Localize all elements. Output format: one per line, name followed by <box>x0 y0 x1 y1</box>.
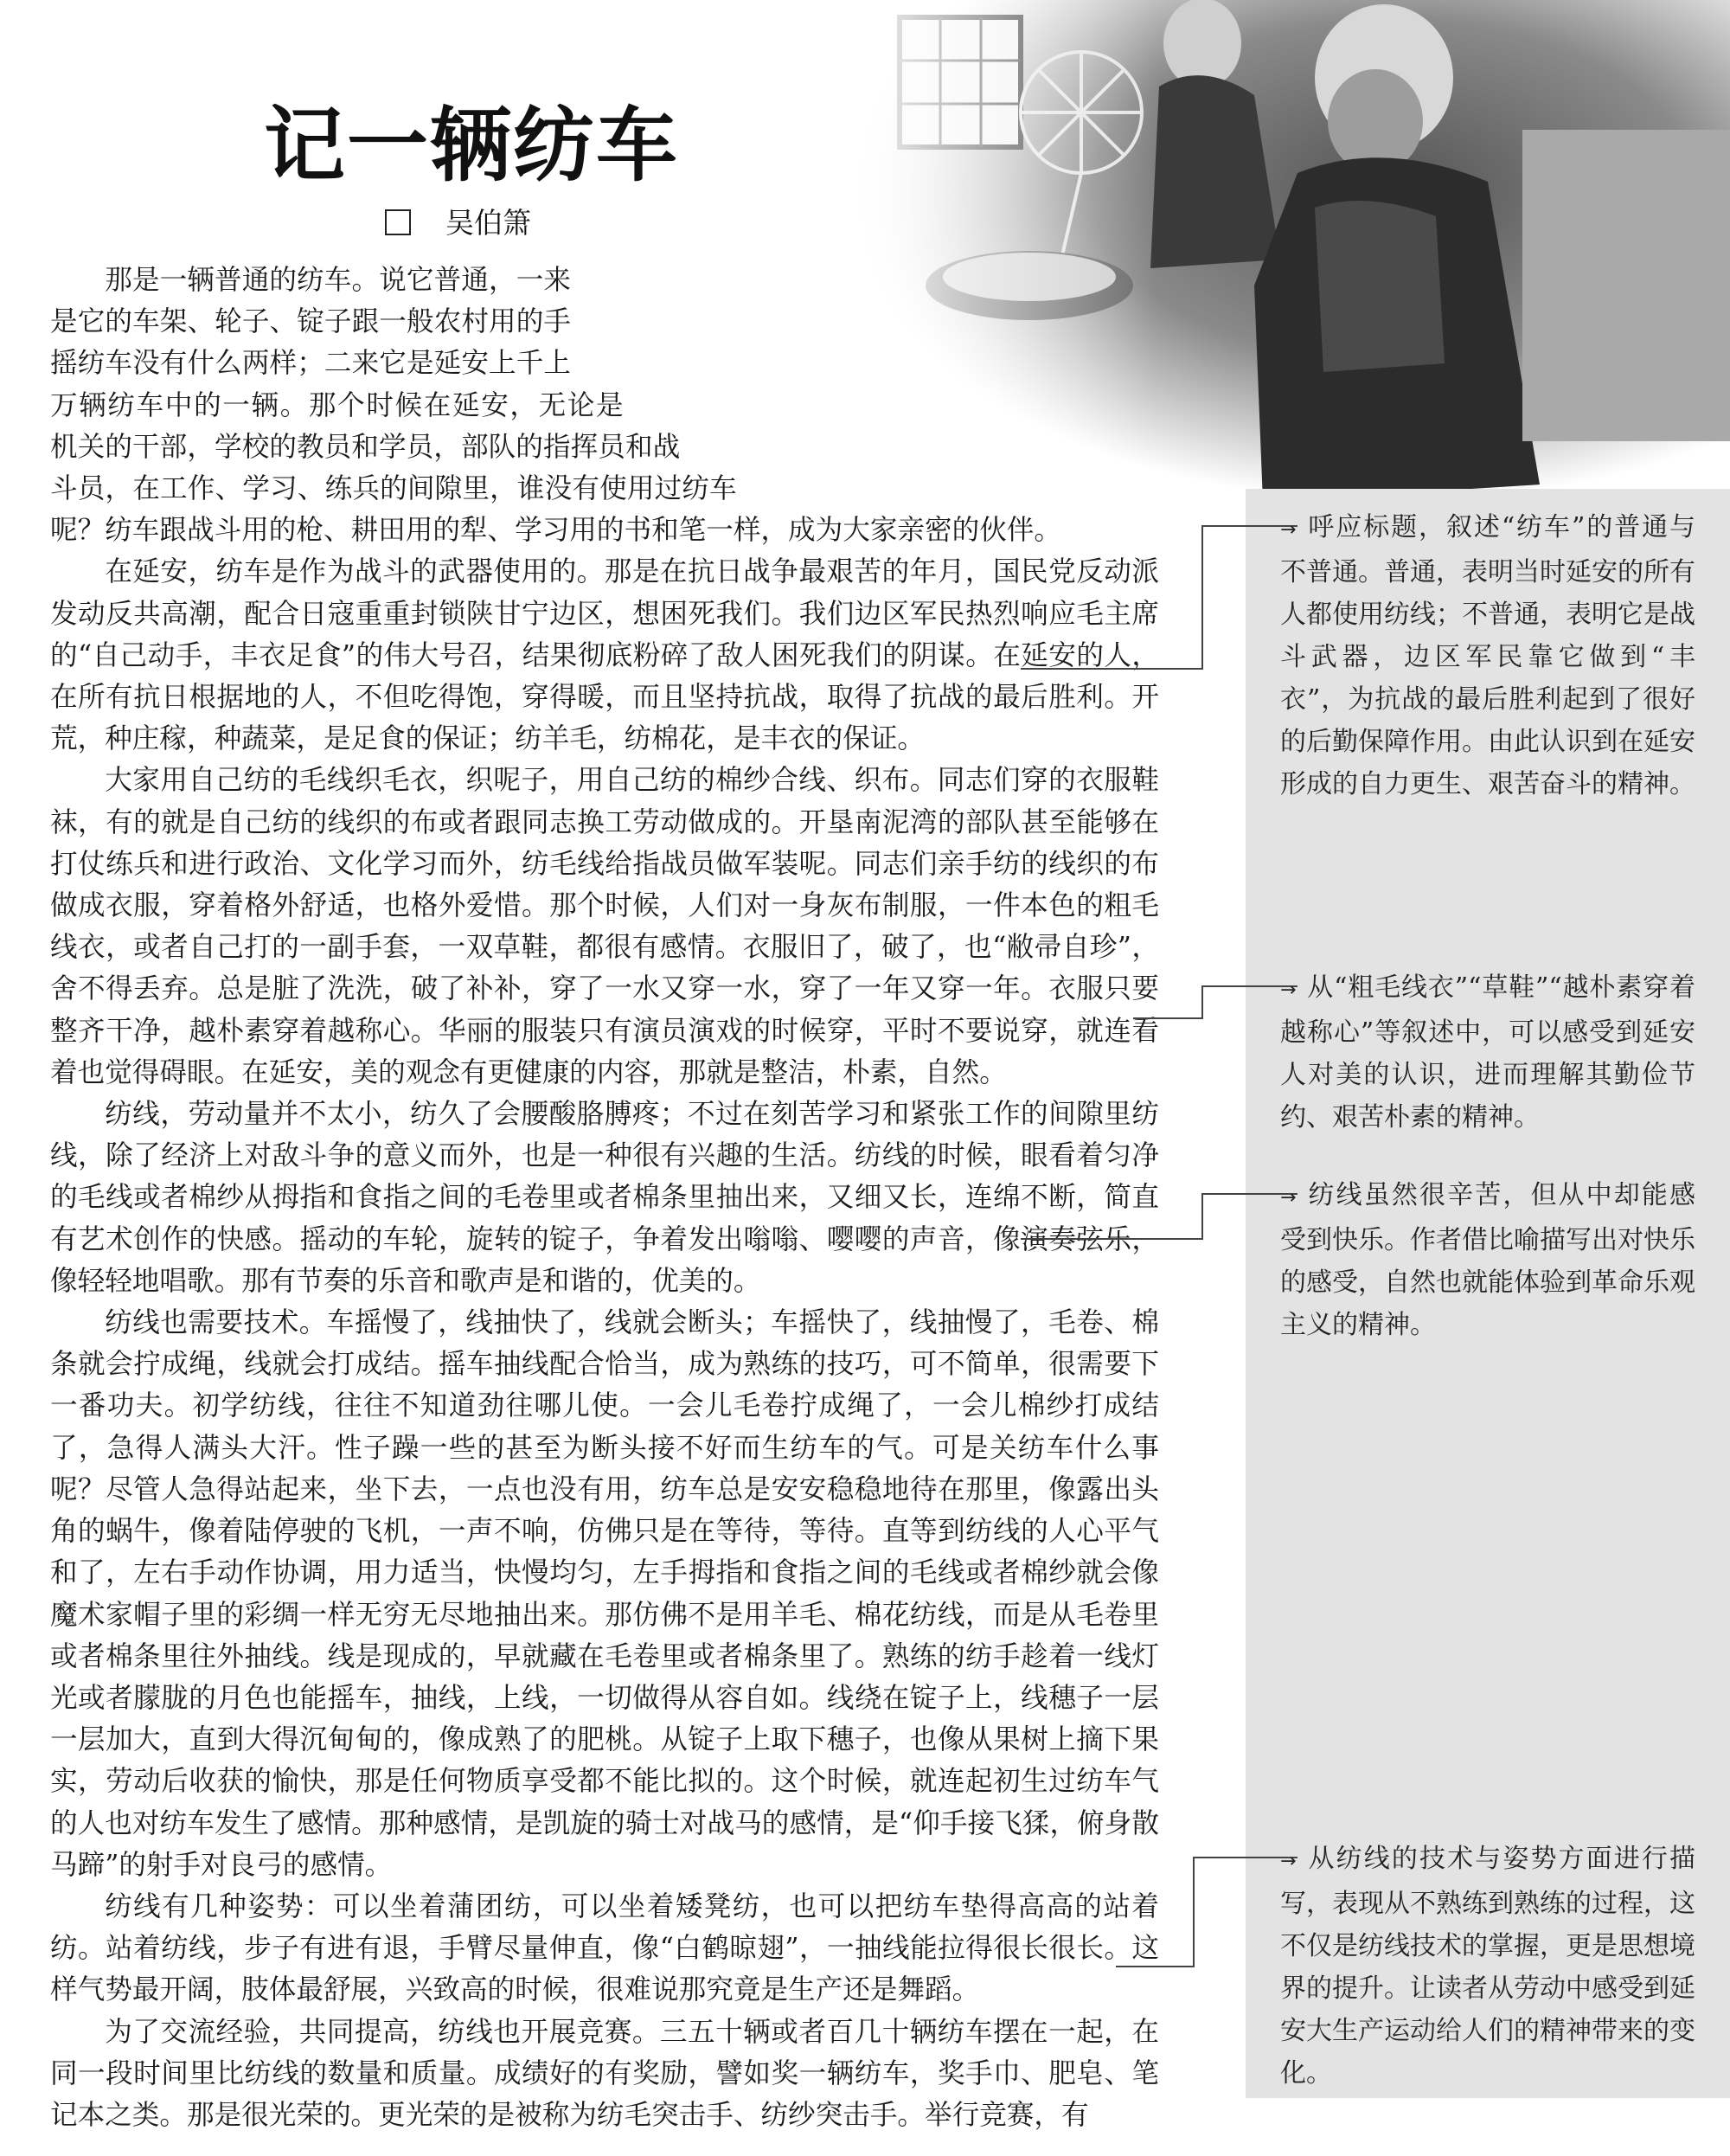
article-title: 记一辆纺车 <box>264 99 680 193</box>
paragraph: 为了交流经验，共同提高，纺线也开展竞赛。三五十辆或者百几十辆纺车摆在一起，在同一段时间里比纺线的数量和质量。成绩好的有奖励，譬如奖一辆纺车，奖手巾、肥皂、笔记本之类。那是很光荣的。更光荣的是被称为纺毛突击手、纺纱突击手。举行竞赛，有 <box>50 2016 1159 2131</box>
byline <box>385 201 531 241</box>
article-body <box>50 260 1159 2136</box>
paragraph: 那是一辆普通的纺车。说它普通，一来是它的车架、轮子、锭子跟一般农村用的手摇纺车没有什么两样；二来它是延安上千上万辆纺车中的一辆。那个时候在延安，无论是机关的干部，学校的教员和学员，部队的指挥员和战斗员，在工作、学习、练兵的间隙里，谁没有使用过纺车呢？纺车跟战斗用的枪、耕田用的犁、学习用的书和笔一样，成为大家亲密的伙伴。 <box>50 265 1061 547</box>
arrow-right-icon: → <box>1280 1187 1297 1209</box>
annotation-text: 从纺线的技术与姿势方面进行描写，表现从不熟练到熟练的过程，这不仅是纺线技术的掌握，更是思想境界的提升。让读者从劳动中感受到延安大生产运动给人们的精神带来的变化。 <box>1280 1844 1695 2089</box>
arrow-right-icon: → <box>1280 519 1297 541</box>
arrow-right-icon: → <box>1280 979 1297 1001</box>
annotation-text: 纺线虽然很辛苦，但从中却能感受到快乐。作者借比喻描写出对快乐的感受，自然也就能体验到革命乐观主义的精神。 <box>1280 1180 1695 1340</box>
annotation-note <box>1280 1838 1695 2095</box>
paragraph: 大家用自己纺的毛线织毛衣，织呢子，用自己纺的棉纱合线、织布。同志们穿的衣服鞋袜，有的就是自己纺的线织的布或者跟同志换工劳动做成的。开垦南泥湾的部队甚至能够在打仗练兵和进行政治、文化学习而外，纺毛线给指战员做军装呢。同志们亲手纺的线织的布做成衣服，穿着格外舒适，也格外爱惜。那个时候，人们对一身灰布制服，一件本色的粗毛线衣，或者自己打的一副手套，一双草鞋，都很有感情。衣服旧了，破了，也“敝帚自珍”，舍不得丢弃。总是脏了洗洗，破了补补，穿了一水又穿一水，穿了一年又穿一年。衣服只要整齐干净，越朴素穿着越称心。华丽的服装只有演员演戏的时候穿，平时不要说穿，就连看着也觉得碍眼。在延安，美的观念有更健康的内容，那就是整洁，朴素，自然。 <box>50 765 1159 1088</box>
paragraph: 纺线有几种姿势：可以坐着蒲团纺，可以坐着矮凳纺，也可以把纺车垫得高高的站着纺。站着纺线，步子有进有退，手臂尽量伸直，像“白鹤晾翅”，一抽线能拉得很长很长。这样气势最开阔，肢体最舒展，兴致高的时候，很难说那究竟是生产还是舞蹈。 <box>50 1890 1159 2006</box>
paragraph: 纺线也需要技术。车摇慢了，线抽快了，线就会断头；车摇快了，线抽慢了，毛卷、棉条就会拧成绳，线就会打成结。摇车抽线配合恰当，成为熟练的技巧，可不简单，很需要下一番功夫。初学纺线，往往不知道劲往哪儿使。一会儿毛卷拧成绳了，一会儿棉纱打成结了，急得人满头大汗。性子躁一些的甚至为断头接不好而生纺车的气。可是关纺车什么事呢？尽管人急得站起来，坐下去，一点也没有用，纺车总是安安稳稳地待在那里，像露出头角的蜗牛，像着陆停驶的飞机，一声不响，仿佛只是在等待，等待。直等到纺线的人心平气和了，左右手动作协调，用力适当，快慢均匀，左手拇指和食指之间的毛线或者棉纱就会像魔术家帽子里的彩绸一样无穷无尽地抽出来。那仿佛不是用羊毛、棉花纺线，而是从毛卷里或者棉条里往外抽线。线是现成的，早就藏在毛卷里或者棉条里了。熟练的纺手趁着一线灯光或者朦胧的月色也能摇车，抽线，上线，一切做得从容自如。线绕在锭子上，线穗子一层一层加大，直到大得沉甸甸的，像成熟了的肥桃。从锭子上取下穗子，也像从果树上摘下果实，劳动后收获的愉快，那是任何物质享受都不能比拟的。这个时候，就连起初生过纺车气的人也对纺车发生了感情。那种感情，是凯旋的骑士对战马的感情，是“仰手接飞猱，俯身散马蹄”的射手对良弓的感情。 <box>50 1307 1159 1881</box>
annotation-note <box>1280 506 1695 805</box>
arrow-right-icon: → <box>1280 1851 1297 1872</box>
annotation-note <box>1280 1174 1695 1346</box>
paragraph: 纺线，劳动量并不太小，纺久了会腰酸胳膊疼；不过在刻苦学习和紧张工作的间隙里纺线，除了经济上对敌斗争的意义而外，也是一种很有兴趣的生活。纺线的时候，眼看着匀净的毛线或者棉纱从拇指和食指之间的毛卷里或者棉条里抽出来，又细又长，连绵不断，简直有艺术创作的快感。摇动的车轮，旋转的锭子，争着发出嗡嗡、嘤嘤的声音，像演奏弦乐，像轻轻地唱歌。那有节奏的乐音和歌声是和谐的，优美的。 <box>50 1099 1159 1297</box>
annotation-note <box>1280 966 1695 1139</box>
author-name: 吴伯箫 <box>445 206 531 240</box>
annotation-text: 从“粗毛线衣”“草鞋”“越朴素穿着越称心”等叙述中，可以感受到延安人对美的认识，进而理解其勤俭节约、艰苦朴素的精神。 <box>1280 972 1695 1133</box>
byline-square-icon <box>385 209 411 235</box>
annotation-text: 呼应标题，叙述“纺车”的普通与不普通。普通，表明当时延安的所有人都使用纺线；不普通，表明它是战斗武器，边区军民靠它做到“丰衣”，为抗战的最后胜利起到了很好的后勤保障作用。由此认识到在延安形成的自力更生、艰苦奋斗的精神。 <box>1280 512 1695 799</box>
paragraph: 在延安，纺车是作为战斗的武器使用的。那是在抗日战争最艰苦的年月，国民党反动派发动反共高潮，配合日寇重重封锁陕甘宁边区，想困死我们。我们边区军民热烈响应毛主席的“自己动手，丰衣足食”的伟大号召，结果彻底粉碎了敌人困死我们的阴谋。在延安的人，在所有抗日根据地的人，不但吃得饱，穿得暖，而且坚持抗战，取得了抗战的最后胜利。开荒，种庄稼，种蔬菜，是足食的保证；纺羊毛，纺棉花，是丰衣的保证。 <box>50 556 1159 755</box>
